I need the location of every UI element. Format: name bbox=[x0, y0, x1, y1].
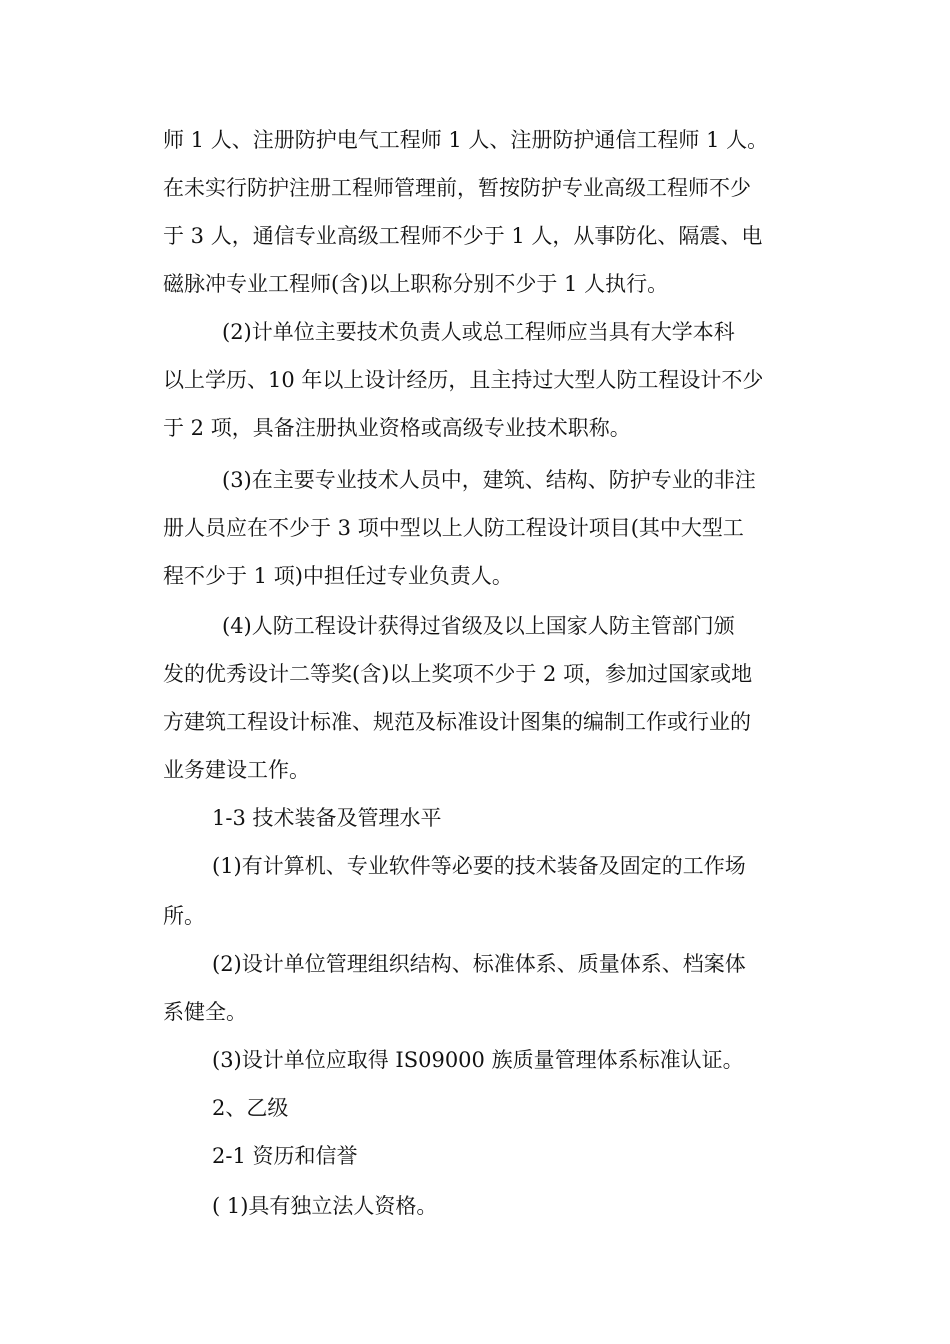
text-line: 于 2 项，具备注册执业资格或高级专业技术职称。 bbox=[163, 416, 631, 440]
text-line: (2)计单位主要技术负责人或总工程师应当具有大学本科 bbox=[222, 320, 735, 344]
text-line: (3)设计单位应取得 IS09000 族质量管理体系标准认证。 bbox=[212, 1048, 744, 1072]
text-line: 师 1 人、注册防护电气工程师 1 人、注册防护通信工程师 1 人。 bbox=[163, 128, 769, 152]
text-line: (2)设计单位管理组织结构、标准体系、质量体系、档案体 bbox=[212, 952, 746, 976]
text-line: 发的优秀设计二等奖(含)以上奖项不少于 2 项，参加过国家或地 bbox=[163, 662, 753, 686]
text-line: 在未实行防护注册工程师管理前，暂按防护专业高级工程师不少 bbox=[163, 176, 751, 200]
section-heading: 2-1 资历和信誉 bbox=[212, 1144, 358, 1168]
text-line: 磁脉冲专业工程师(含)以上职称分别不少于 1 人执行。 bbox=[163, 272, 669, 296]
text-line: 以上学历、10 年以上设计经历，且主持过大型人防工程设计不少 bbox=[163, 368, 764, 392]
text-line: 系健全。 bbox=[163, 1000, 247, 1024]
section-heading: 1-3 技术装备及管理水平 bbox=[212, 806, 442, 830]
text-line: (4)人防工程设计获得过省级及以上国家人防主管部门颁 bbox=[222, 614, 735, 638]
text-line: (1)有计算机、专业软件等必要的技术装备及固定的工作场 bbox=[212, 854, 746, 878]
text-line: 程不少于 1 项)中担任过专业负责人。 bbox=[163, 564, 513, 588]
text-line: ( 1)具有独立法人资格。 bbox=[212, 1194, 438, 1218]
text-line: 于 3 人，通信专业高级工程师不少于 1 人，从事防化、隔震、电 bbox=[163, 224, 763, 248]
text-line: 所。 bbox=[163, 904, 205, 928]
text-line: 方建筑工程设计标准、规范及标准设计图集的编制工作或行业的 bbox=[163, 710, 751, 734]
text-line: 册人员应在不少于 3 项中型以上人防工程设计项目(其中大型工 bbox=[163, 516, 744, 540]
section-heading: 2、乙级 bbox=[212, 1096, 289, 1120]
text-line: 业务建设工作。 bbox=[163, 758, 310, 782]
text-line: (3)在主要专业技术人员中，建筑、结构、防护专业的非注 bbox=[222, 468, 756, 492]
